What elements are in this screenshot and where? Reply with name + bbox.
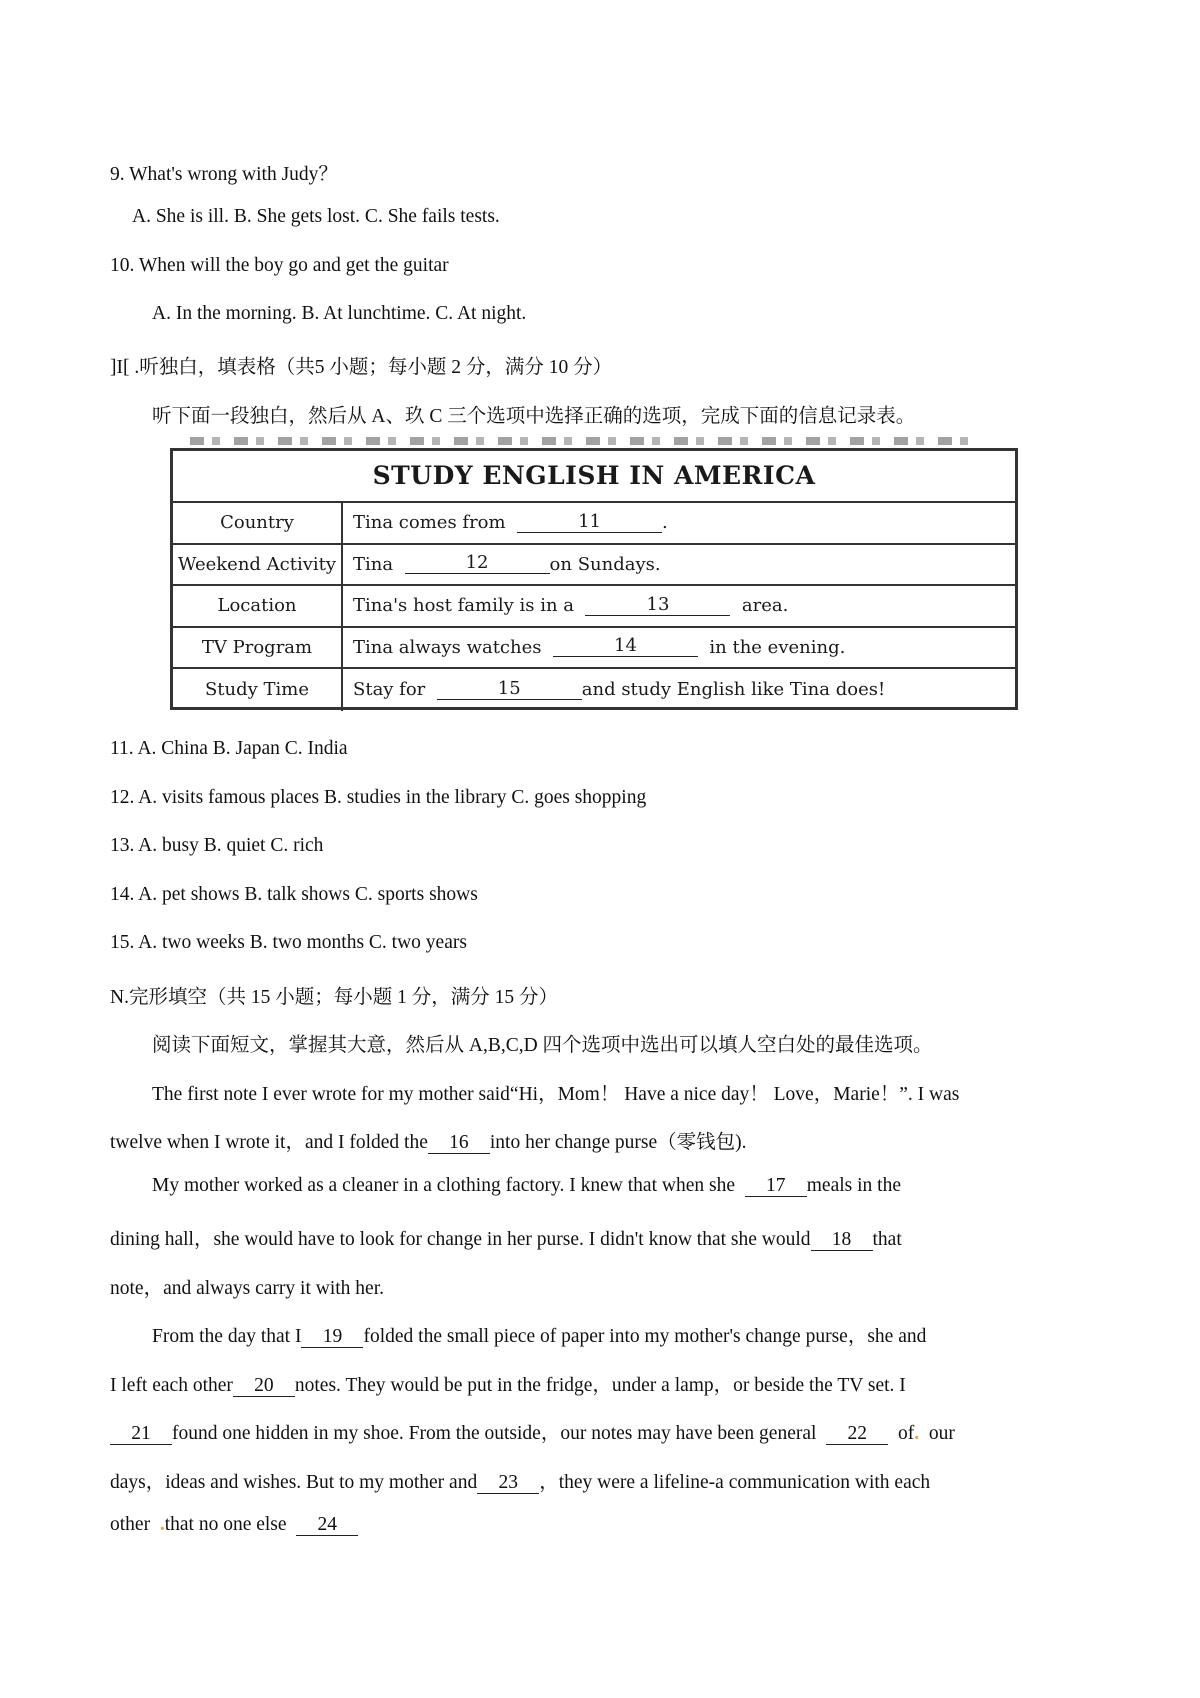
blank-22: 22: [826, 1424, 888, 1445]
passage-line: [110, 1417, 955, 1445]
blank-16: 16: [428, 1133, 490, 1154]
blank-20: 20: [233, 1376, 295, 1397]
text: meals in the: [806, 1175, 901, 1196]
scan-dot-mark: .: [159, 1514, 165, 1535]
blank-14: 14: [553, 637, 698, 657]
text: I left each other: [110, 1375, 233, 1396]
section-3-heading: ]I[ .听独白，填表格（共5 小题；每小题 2 分，满分 10 分）: [110, 357, 613, 378]
text: that: [872, 1229, 902, 1250]
row-content: [343, 628, 1015, 668]
scan-dot-mark: .: [914, 1423, 920, 1444]
question-10: 10. When will the boy go and get the guitar: [110, 255, 449, 276]
row-label: Country: [173, 503, 343, 543]
text: ，they were a lifeline-a communication with each: [539, 1472, 931, 1493]
scan-artifact: [190, 437, 970, 445]
passage-line: [110, 1126, 747, 1154]
row-text-after: on Sundays.: [549, 553, 661, 575]
text: twelve when I wrote it，and I folded the: [110, 1132, 428, 1153]
text: My mother worked as a cleaner in a clothing factory. I knew that when she: [152, 1175, 735, 1196]
text: other: [110, 1514, 151, 1535]
text: found one hidden in my shoe. From the outside，our notes may have been general: [172, 1423, 817, 1444]
blank-12: 12: [405, 554, 550, 574]
table-row: [173, 669, 1015, 711]
passage-line: [110, 1369, 906, 1397]
row-text-before: Tina comes from: [353, 512, 506, 534]
row-text-after: area.: [741, 595, 789, 617]
row-text-before: Tina: [353, 553, 394, 575]
row-label: Weekend Activity: [173, 545, 343, 585]
blank-15: 15: [437, 680, 582, 700]
answer-13: 13. A. busy B. quiet C. rich: [110, 835, 324, 856]
blank-13: 13: [585, 596, 730, 616]
row-label: Study Time: [173, 669, 343, 711]
row-content: [343, 503, 1015, 543]
text: of: [897, 1423, 915, 1444]
row-label: TV Program: [173, 628, 343, 668]
row-text-before: Tina's host family is in a: [353, 595, 575, 617]
answer-11: 11. A. China B. Japan C. India: [110, 738, 348, 759]
section-4-heading: N.完形填空（共 15 小题；每小题 1 分，满分 15 分）: [110, 987, 558, 1008]
blank-21: 21: [110, 1424, 172, 1445]
table-row: [173, 586, 1015, 628]
text: notes. They would be put in the fridge，under a lamp，or beside the TV set. I: [294, 1375, 906, 1396]
text: days，ideas and wishes. But to my mother and: [110, 1472, 478, 1493]
blank-24: 24: [296, 1515, 358, 1536]
question-9: 9. What's wrong with Judy？: [110, 164, 338, 185]
text: dining hall，she would have to look for change in her purse. I didn't know that she would: [110, 1229, 811, 1250]
blank-11: 11: [517, 513, 662, 533]
row-text-after: in the evening.: [709, 636, 846, 658]
row-label: Location: [173, 586, 343, 626]
passage-line: [152, 1175, 901, 1197]
table-row: [173, 545, 1015, 587]
text: folded the small piece of paper into my mother's change purse，she and: [363, 1326, 927, 1347]
passage-line: note，and always carry it with her.: [110, 1278, 384, 1299]
blank-18: 18: [811, 1230, 873, 1251]
answer-15: 15. A. two weeks B. two months C. two years: [110, 932, 467, 953]
passage-line: [152, 1320, 926, 1348]
section-3-instruction: 听下面一段独白，然后从 A、玖 C 三个选项中选择正确的选项，完成下面的信息记录表。: [152, 406, 916, 427]
answer-12: 12. A. visits famous places B. studies in the library C. goes shopping: [110, 787, 647, 808]
row-text-after: and study English like Tina does!: [581, 679, 886, 701]
blank-19: 19: [301, 1327, 363, 1348]
row-content: [343, 545, 1015, 585]
table-row: [173, 628, 1015, 670]
passage-line: [110, 1514, 358, 1536]
question-10-options: A. In the morning. B. At lunchtime. C. At night.: [152, 303, 527, 324]
text: that no one else: [164, 1514, 287, 1535]
row-text-after: .: [662, 512, 668, 534]
answer-14: 14. A. pet shows B. talk shows C. sports shows: [110, 884, 478, 905]
row-text-before: Tina always watches: [353, 636, 542, 658]
passage-line: The first note I ever wrote for my mother said“Hi，Mom！ Have a nice day！ Love，Marie！”. I was: [152, 1084, 960, 1105]
passage-line: [110, 1223, 902, 1251]
row-content: [343, 669, 1015, 711]
text: our: [928, 1423, 955, 1444]
info-table: [170, 448, 1018, 710]
section-4-instruction: 阅读下面短文，掌握其大意，然后从 A,B,C,D 四个选项中选出可以填人空白处的最佳选项。: [152, 1035, 933, 1056]
row-text-before: Stay for: [353, 679, 426, 701]
text: From the day that I: [152, 1326, 302, 1347]
table-title: STUDY ENGLISH IN AMERICA: [173, 451, 1015, 503]
blank-17: 17: [745, 1176, 807, 1197]
row-content: [343, 586, 1015, 626]
passage-line: [110, 1466, 930, 1494]
table-row: [173, 503, 1015, 545]
blank-23: 23: [477, 1473, 539, 1494]
text: into her change purse（零钱包).: [489, 1132, 747, 1153]
question-9-options: A. She is ill. B. She gets lost. C. She fails tests.: [132, 206, 500, 227]
